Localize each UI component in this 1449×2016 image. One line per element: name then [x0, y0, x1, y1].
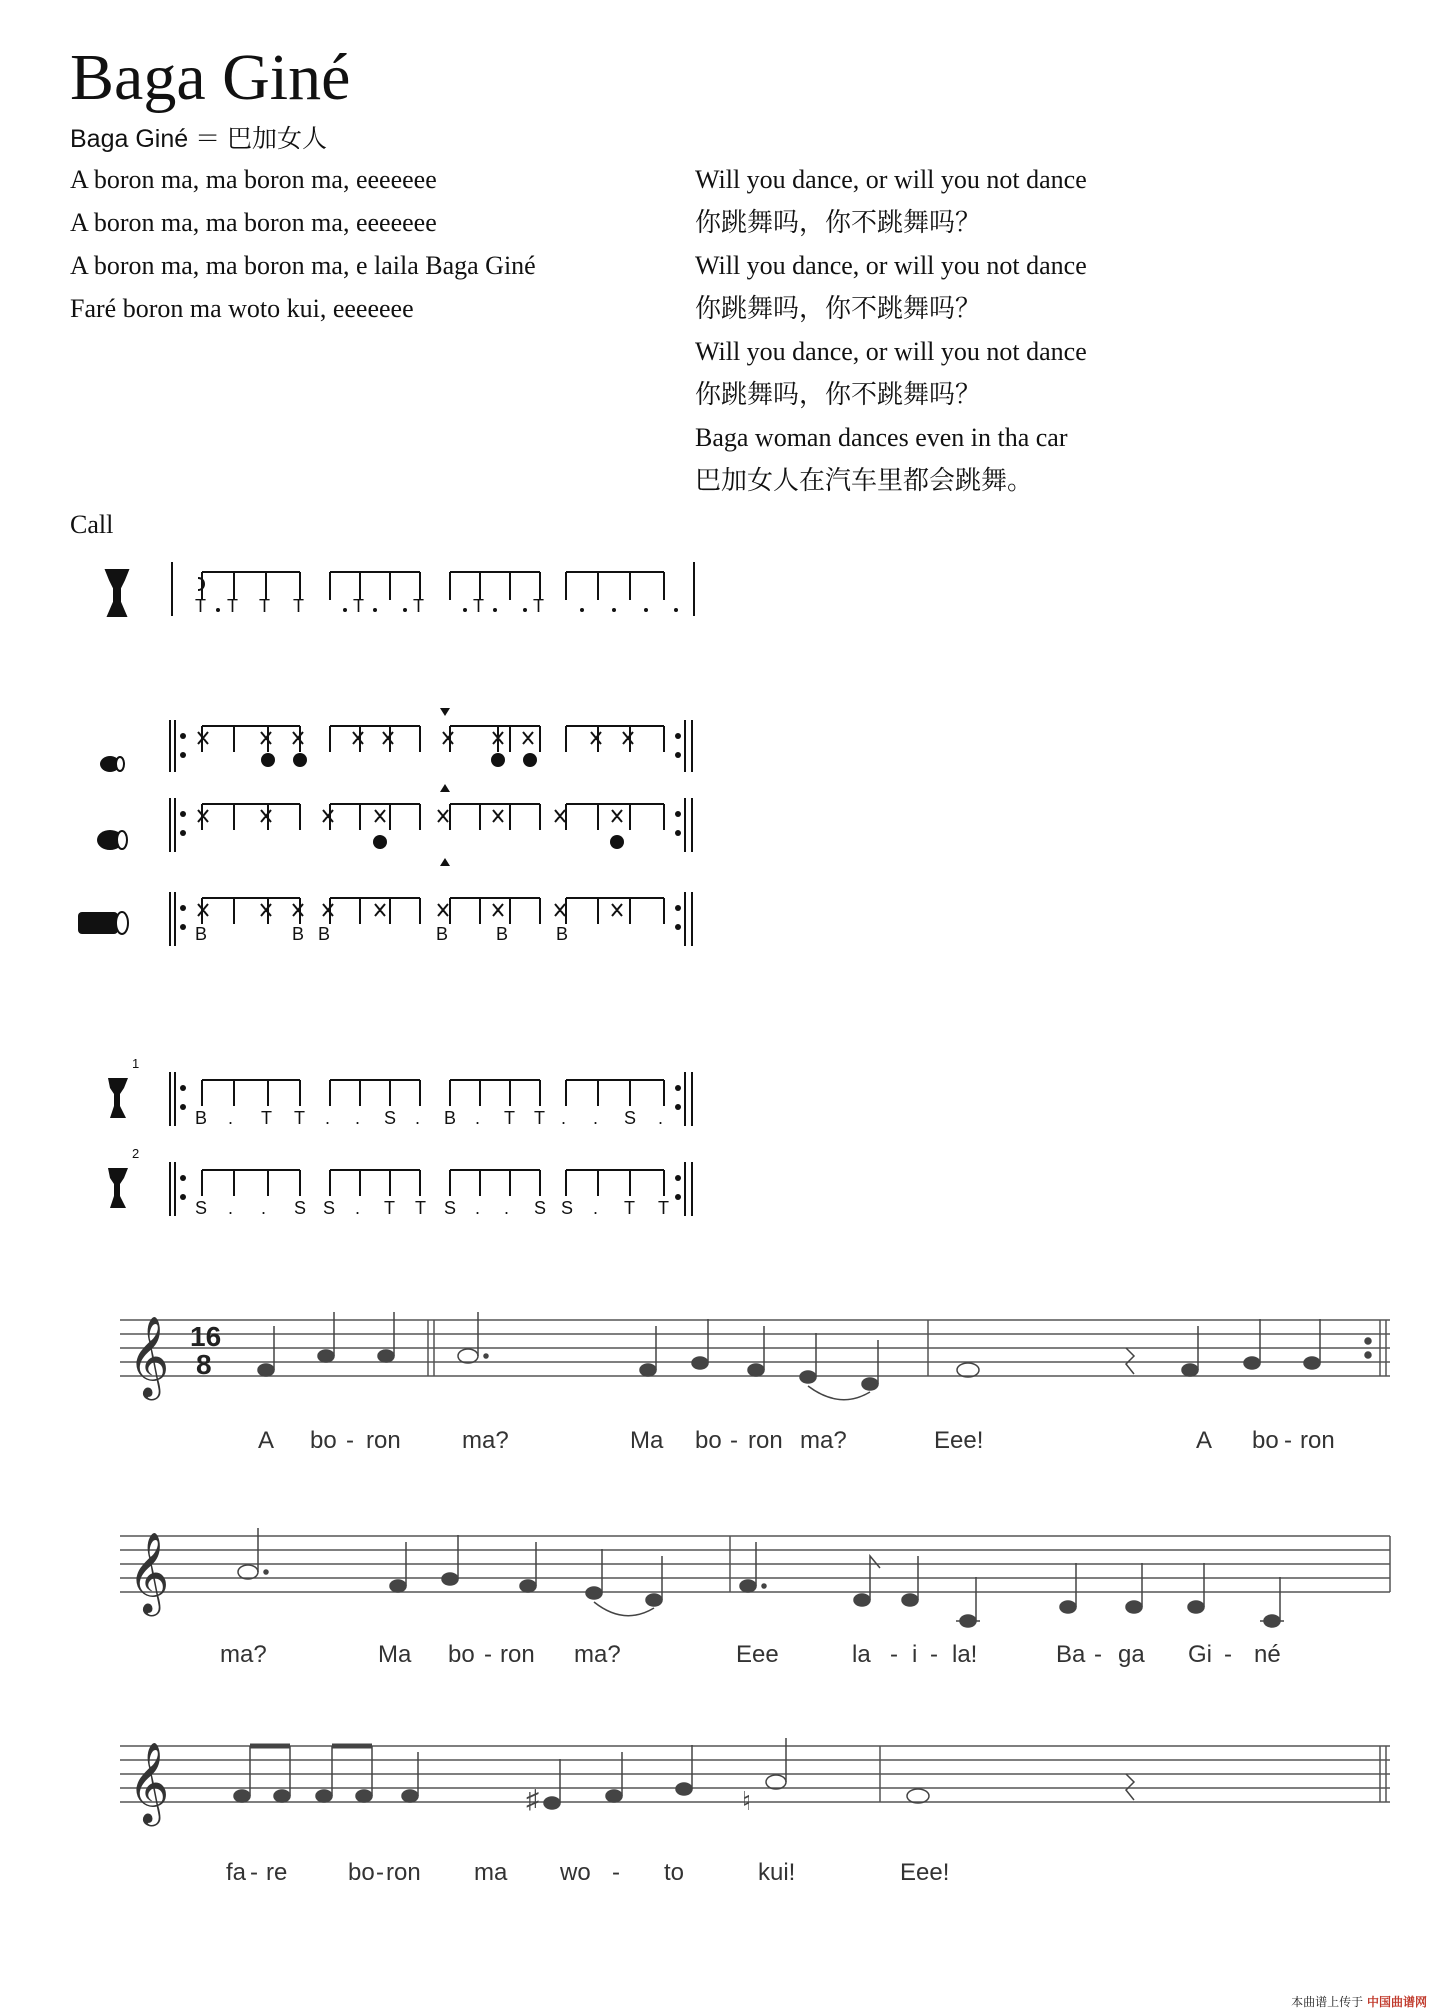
lyric-syllable: kui!: [758, 1859, 796, 1886]
lyric-syllable: Ma: [378, 1641, 412, 1668]
lyric-syllable: -: [376, 1859, 384, 1886]
bass-label: B: [318, 924, 331, 944]
stroke-label: .: [325, 1108, 331, 1128]
lyric-syllable: Ba: [1056, 1641, 1086, 1668]
lyric-line: A boron ma, ma boron ma, eeeeeee: [70, 208, 437, 237]
lyric-syllable: -: [346, 1427, 354, 1454]
lyric-syllable: -: [1284, 1427, 1292, 1454]
stroke-label: T: [533, 596, 544, 616]
lyric-syllable: bo: [1252, 1427, 1279, 1454]
stroke-label: .: [355, 1198, 361, 1218]
lyric-syllable: la: [852, 1641, 871, 1668]
stroke-label: T: [624, 1198, 635, 1218]
lyric-syllable: bo: [310, 1427, 337, 1454]
lyric-syllable: fa: [226, 1859, 247, 1886]
lyric-syllable: ga: [1118, 1641, 1145, 1668]
part-number: 1: [132, 1056, 140, 1071]
djembe1-repeat-dots: [180, 1085, 681, 1110]
translation-line: 你跳舞吗，你不跳舞吗？: [695, 208, 982, 237]
treble-clef-icon: 𝄞: [128, 1317, 170, 1395]
stroke-label: .: [261, 1198, 267, 1218]
lyric-syllable: Ma: [630, 1427, 664, 1454]
lyric-syllable: -: [250, 1859, 258, 1886]
stroke-label: S: [624, 1108, 637, 1128]
stroke-label: .: [593, 1108, 599, 1128]
djembe2-staff: [170, 1162, 692, 1216]
translation-line: 巴加女人在汽车里都会跳舞。: [695, 466, 1034, 495]
lyric-syllable: ma?: [574, 1641, 621, 1668]
bass-label: B: [556, 924, 569, 944]
stroke-label: S: [195, 1198, 208, 1218]
stroke-label: .: [415, 1108, 421, 1128]
lyrics-original: [70, 163, 536, 335]
lyric-syllable: -: [1094, 1641, 1102, 1668]
stroke-label: S: [294, 1198, 307, 1218]
lyric-syllable: i: [912, 1641, 918, 1668]
kenkeni-staff: [170, 720, 692, 772]
stroke-label: T: [227, 596, 238, 616]
stroke-label: T: [413, 596, 424, 616]
melody-notation: [0, 1300, 1449, 1950]
call-strokes: [195, 596, 544, 616]
stroke-label: T: [504, 1108, 515, 1128]
lyric-syllable: re: [266, 1859, 288, 1886]
lyric-syllable: Gi: [1188, 1641, 1212, 1668]
lyric-syllable: -: [930, 1641, 938, 1668]
lyrics-translation: [695, 163, 1087, 507]
time-signature-top: 16: [190, 1321, 222, 1352]
bass-label: B: [436, 924, 449, 944]
stroke-label: S: [561, 1198, 574, 1218]
lyric-syllable: A: [258, 1427, 275, 1454]
stroke-label: T: [293, 596, 304, 616]
staff-3: [120, 1746, 1390, 1802]
stroke-label: S: [323, 1198, 336, 1218]
footer-text: 本曲谱上传于: [1291, 1995, 1364, 2009]
treble-clef-icon: 𝄞: [128, 1533, 170, 1611]
bass-label: B: [496, 924, 509, 944]
section-label-call: Call: [70, 510, 114, 539]
stroke-label: T: [534, 1108, 545, 1128]
lyric-syllable: wo: [560, 1859, 591, 1886]
stroke-label: T: [384, 1198, 395, 1218]
song-subtitle: Baga Giné ＝ 巴加女人: [70, 125, 328, 153]
lyric-syllable: Eee: [736, 1641, 779, 1668]
stroke-label: .: [504, 1198, 510, 1218]
stroke-label: B: [195, 1108, 208, 1128]
stroke-label: S: [444, 1198, 457, 1218]
lyric-syllable: ma: [474, 1859, 508, 1886]
djembe-icon: [106, 570, 128, 616]
lyric-syllable: ron: [748, 1427, 783, 1454]
dununba-bass-labels: [195, 924, 568, 944]
staff-3-notes: [234, 1738, 1134, 1816]
stroke-label: .: [228, 1108, 234, 1128]
kenkeni-dots: [180, 708, 681, 767]
translation-line: Will you dance, or will you not dance: [695, 165, 1087, 194]
rhythm-notation: [0, 540, 1449, 1240]
lyric-syllable: ma?: [800, 1427, 847, 1454]
natural-icon: ♮: [742, 1786, 752, 1816]
translation-line: 你跳舞吗，你不跳舞吗？: [695, 294, 982, 323]
time-signature-bottom: 8: [196, 1349, 212, 1380]
bass-label: B: [195, 924, 208, 944]
staff-1-notes: [258, 1312, 1371, 1400]
stroke-label: .: [475, 1198, 481, 1218]
djembe-icon: [108, 1168, 128, 1208]
lyric-syllable: -: [890, 1641, 898, 1668]
lyric-syllable: ron: [500, 1641, 535, 1668]
stroke-label: .: [593, 1198, 599, 1218]
stroke-label: T: [415, 1198, 426, 1218]
stroke-label: .: [475, 1108, 481, 1128]
kenkeni-drum-icon: [100, 756, 124, 772]
lyric-syllable: ma?: [462, 1427, 509, 1454]
lyric-syllable: né: [1254, 1641, 1281, 1668]
lyric-syllable: A: [1196, 1427, 1213, 1454]
translation-line: Baga woman dances even in tha car: [695, 423, 1068, 452]
stroke-label: .: [355, 1108, 361, 1128]
staff-2-lyrics: [220, 1641, 1281, 1668]
footer-credit: [1291, 1993, 1427, 2010]
stroke-label: T: [294, 1108, 305, 1128]
lyric-syllable: -: [1224, 1641, 1232, 1668]
sangban-drum-icon: [97, 830, 127, 850]
bass-label: B: [292, 924, 305, 944]
dununba-dots: [180, 905, 681, 930]
lyric-syllable: Eee!: [934, 1427, 984, 1454]
translation-line: Will you dance, or will you not dance: [695, 251, 1087, 280]
djembe-icon: [108, 1078, 128, 1118]
sangban-dots: [180, 784, 681, 866]
djembe2-strokes: [195, 1198, 669, 1218]
staff-1-lyrics: [258, 1427, 1335, 1454]
sharp-icon: ♯: [526, 1784, 539, 1814]
lyric-syllable: bo: [448, 1641, 475, 1668]
lyric-syllable: -: [484, 1641, 492, 1668]
lyric-line: Faré boron ma woto kui, eeeeeee: [70, 294, 414, 323]
lyric-syllable: -: [730, 1427, 738, 1454]
stroke-label: T: [658, 1198, 669, 1218]
stroke-label: T: [259, 596, 270, 616]
stroke-label: S: [534, 1198, 547, 1218]
djembe1-staff: [170, 1072, 692, 1126]
dununba-drum-icon: [78, 912, 128, 934]
lyric-syllable: ron: [386, 1859, 421, 1886]
translation-line: Will you dance, or will you not dance: [695, 337, 1087, 366]
treble-clef-icon: 𝄞: [128, 1743, 170, 1821]
lyric-syllable: ron: [366, 1427, 401, 1454]
staff-3-lyrics: [226, 1859, 949, 1886]
lyric-syllable: la!: [952, 1641, 978, 1668]
lyric-syllable: ma?: [220, 1641, 267, 1668]
call-rest-dots: [216, 608, 678, 612]
stroke-label: T: [473, 596, 484, 616]
djembe2-repeat-dots: [180, 1175, 681, 1200]
lyric-line: A boron ma, ma boron ma, eeeeeee: [70, 165, 437, 194]
stroke-label: T: [195, 596, 206, 616]
stroke-label: .: [658, 1108, 664, 1128]
stroke-label: .: [561, 1108, 567, 1128]
dununba-staff: [170, 892, 692, 946]
stroke-label: T: [261, 1108, 272, 1128]
lyric-syllable: bo: [695, 1427, 722, 1454]
footer-brand-logo[interactable]: 中国曲谱网: [1366, 1995, 1427, 2009]
stroke-label: .: [228, 1198, 234, 1218]
lyric-syllable: -: [612, 1859, 620, 1886]
lyric-syllable: bo: [348, 1859, 375, 1886]
lyric-line: A boron ma, ma boron ma, e laila Baga Giné: [70, 251, 536, 280]
lyric-syllable: ron: [1300, 1427, 1335, 1454]
song-title: Baga Giné: [70, 41, 351, 114]
djembe1-strokes: [195, 1108, 663, 1128]
stroke-label: T: [353, 596, 364, 616]
lyric-syllable: to: [664, 1859, 685, 1886]
part-number: 2: [132, 1146, 140, 1161]
translation-line: 你跳舞吗，你不跳舞吗？: [695, 380, 982, 409]
lyric-syllable: Eee!: [900, 1859, 950, 1886]
stroke-label: S: [384, 1108, 397, 1128]
stroke-label: B: [444, 1108, 457, 1128]
